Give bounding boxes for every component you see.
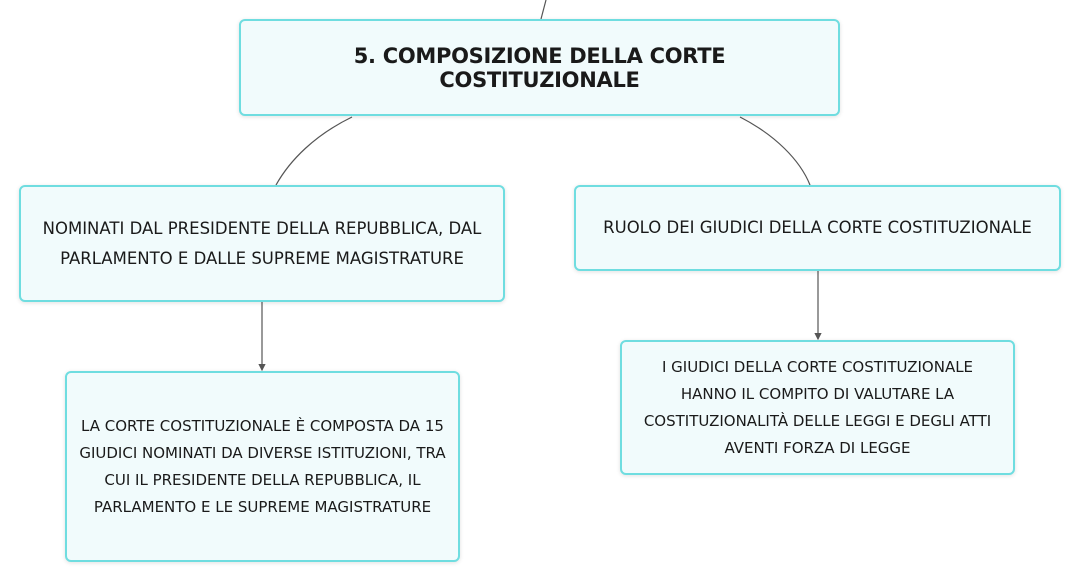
connector-root-to-left [276,117,352,185]
subtopic-node-nomination[interactable] [19,185,505,302]
detail-node-judges-role[interactable] [620,340,1015,475]
root-topic-title: 5. COMPOSIZIONE DELLA CORTE COSTITUZIONALE [353,43,726,92]
subtopic-label: NOMINATI DAL PRESIDENTE DELLA REPUBBLICA, DAL PARLAMENTO E DALLE SUPREME MAGISTRATURE [42,218,482,268]
connector-root-to-right [740,117,810,185]
parent-connector [541,0,546,19]
subtopic-label: RUOLO DEI GIUDICI DELLA CORTE COSTITUZIONALE [603,218,1032,237]
detail-node-composition[interactable] [65,371,460,562]
detail-text: I GIUDICI DELLA CORTE COSTITUZIONALE HANNO IL COMPITO DI VALUTARE LA COSTITUZIONALITÀ DELLE LEGGI E DEGLI ATTI AVENTI FORZA DI LEGGE [643,357,992,457]
root-topic-node[interactable] [239,19,840,116]
detail-text: LA CORTE COSTITUZIONALE È COMPOSTA DA 15 GIUDICI NOMINATI DA DIVERSE ISTITUZIONI, TRA CUI IL PRESIDENTE DELLA REPUBBLICA, IL PARLAMENTO E LE SUPREME MAGISTRATURE [79,416,446,516]
subtopic-node-role[interactable] [574,185,1061,271]
